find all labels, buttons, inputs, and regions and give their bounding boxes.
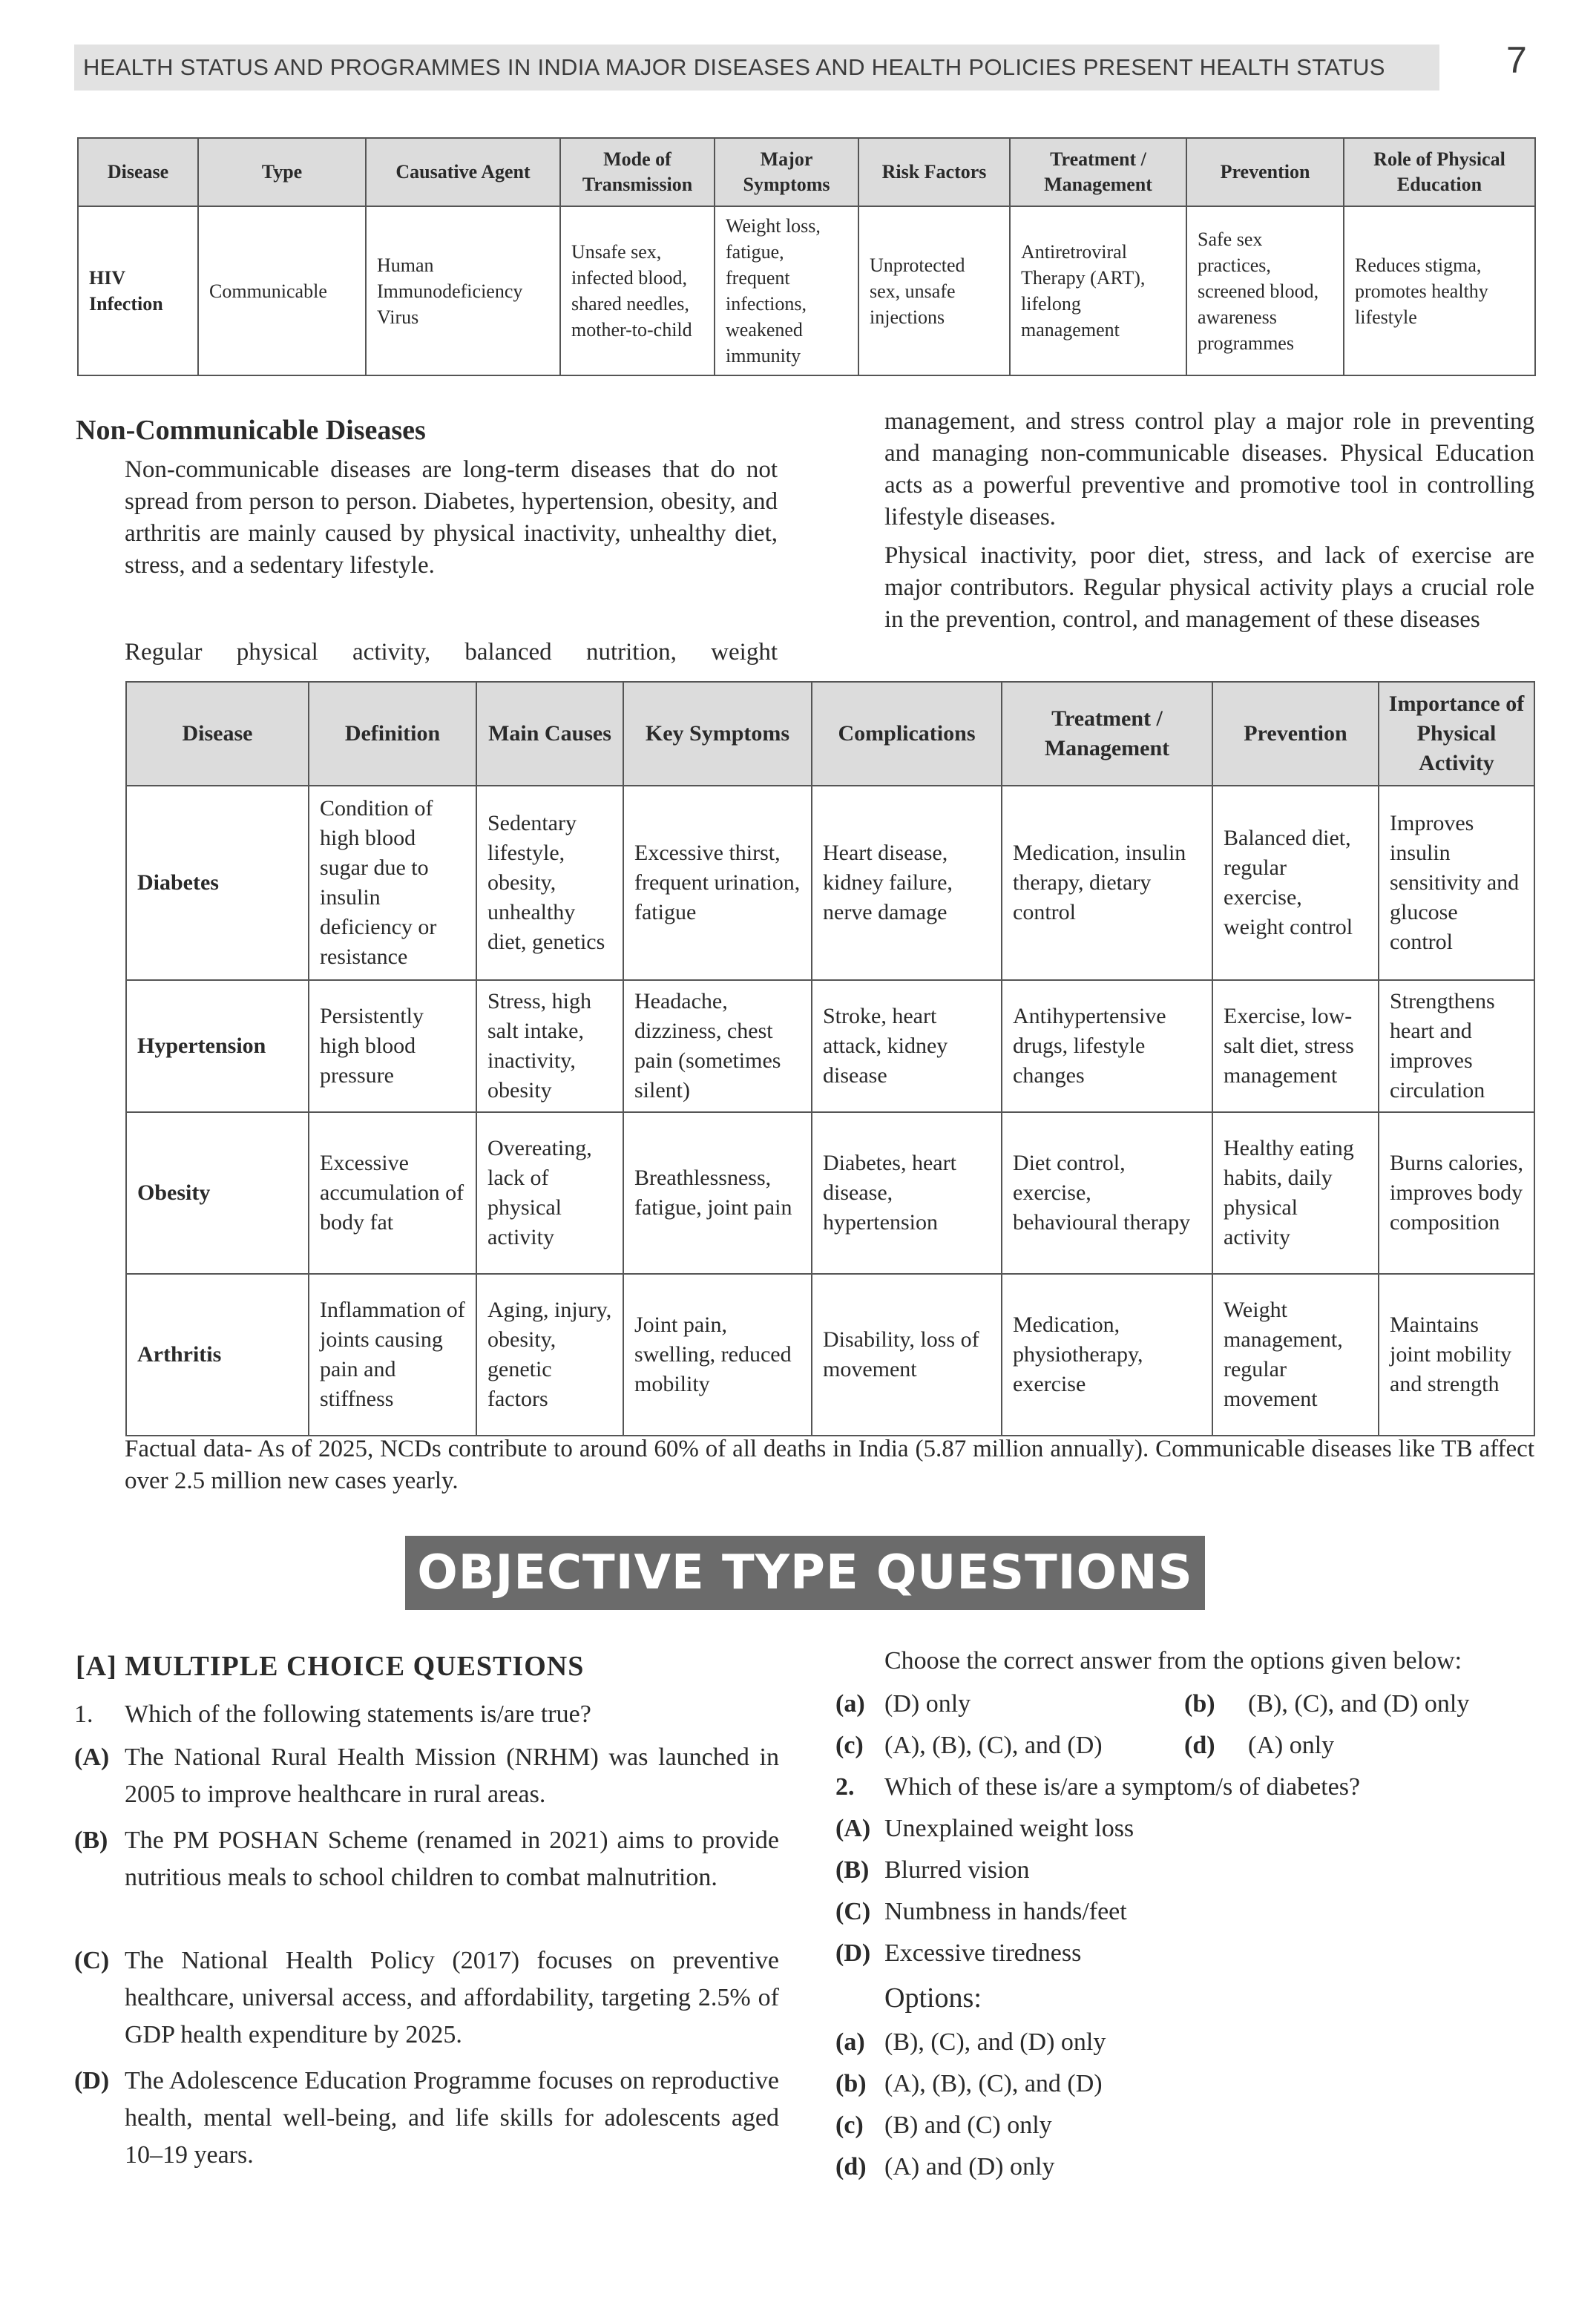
running-header: HEALTH STATUS AND PROGRAMMES IN INDIA MAJOR DISEASES AND HEALTH POLICIES PRESENT HEALTH STATUS [74, 45, 1439, 91]
option-label: (a) [835, 2028, 865, 2056]
table-cell: Communicable [198, 206, 366, 375]
answer-option[interactable] [835, 2066, 1103, 2103]
factual-note: Factual data- As of 2025, NCDs contribute to around 60% of all deaths in India (5.87 million annually). Communicable diseases like TB affect over 2.5 million new cases yearly. [125, 1436, 1534, 1494]
table-cell: Medication, physiotherapy, exercise [1002, 1274, 1212, 1436]
section-title: Non-Communicable Diseases [76, 415, 426, 446]
hiv-table [77, 137, 1536, 376]
option-label: (c) [835, 2112, 864, 2139]
question-number: 1. [74, 1700, 93, 1728]
statement-text: Excessive tiredness [884, 1939, 1082, 1967]
table-header-cell: Treatment / Management [1010, 138, 1186, 206]
table-cell: Unsafe sex, infected blood, shared needles, mother-to-child [560, 206, 715, 375]
table-row [126, 786, 1534, 980]
ncd-paragraph-start-text: Regular physical activity, balanced nutrition, weight [125, 639, 778, 666]
table-cell: Excessive accumulation of body fat [309, 1112, 476, 1274]
table-cell: Improves insulin sensitivity and glucose control [1379, 786, 1534, 980]
statement [835, 1852, 1030, 1889]
table-header-cell: Main Causes [476, 682, 623, 786]
table-cell: Reduces stigma, promotes healthy lifestyle [1344, 206, 1535, 375]
question-text: Which of these is/are a symptom/s of diabetes? [884, 1773, 1361, 1801]
option-label: (c) [835, 1732, 864, 1759]
table-header-cell: Major Symptoms [715, 138, 858, 206]
table-cell: Diabetes, heart disease, hypertension [812, 1112, 1002, 1274]
page-number: 7 [1506, 39, 1527, 81]
table-cell: Joint pain, swelling, reduced mobility [623, 1274, 812, 1436]
table-cell: HIV Infection [78, 206, 198, 375]
table-cell: Sedentary lifestyle, obesity, unhealthy diet, genetics [476, 786, 623, 980]
statement-text: The National Health Policy (2017) focuses on preventive healthcare, universal access, and affordability, targeting 2.5% of GDP health expenditure by 2025. [125, 1947, 779, 2048]
ncd-paragraph-continued: management, and stress control play a major role in preventing and managing non-communicable diseases. Physical Education acts as a powerful preventive and promotive tool in controlling lifestyle diseases. [884, 408, 1534, 530]
statement-text: The National Rural Health Mission (NRHM) was launched in 2005 to improve healthcare in rural areas. [125, 1744, 779, 1808]
option-label: (a) [835, 1690, 865, 1718]
table-cell: Medication, insulin therapy, dietary control [1002, 786, 1212, 980]
table-cell: Strengthens heart and improves circulation [1379, 980, 1534, 1112]
section-banner: OBJECTIVE TYPE QUESTIONS [405, 1536, 1205, 1610]
ncd-paragraph-start [125, 637, 778, 668]
table-header-cell: Risk Factors [858, 138, 1010, 206]
table-header-cell: Role of Physical Education [1344, 138, 1535, 206]
mcq-heading: [A] MULTIPLE CHOICE QUESTIONS [76, 1651, 585, 1682]
table-header-cell: Causative Agent [366, 138, 560, 206]
statement-label: (B) [835, 1856, 870, 1884]
table-cell: Excessive thirst, frequent urination, fatigue [623, 786, 812, 980]
table-header-cell: Disease [78, 138, 198, 206]
table-header-cell: Prevention [1186, 138, 1344, 206]
table-cell: Safe sex practices, screened blood, awareness programmes [1186, 206, 1344, 375]
option-label: (d) [1184, 1732, 1215, 1759]
statement-text: Numbness in hands/feet [884, 1898, 1127, 1925]
statement-text: Unexplained weight loss [884, 1815, 1134, 1842]
options-heading: Options: [884, 1982, 982, 2014]
question-1 [74, 1696, 779, 1733]
table-header-cell: Treatment / Management [1002, 682, 1212, 786]
table-header-cell: Mode of Transmission [560, 138, 715, 206]
table-cell: Weight management, regular movement [1212, 1274, 1379, 1436]
table-header-cell: Prevention [1212, 682, 1379, 786]
option-text: (A), (B), (C), and (D) [884, 1732, 1103, 1759]
table-cell: Healthy eating habits, daily physical activity [1212, 1112, 1379, 1274]
option-text: (D) only [884, 1690, 971, 1718]
statement [835, 1935, 1082, 1972]
table-cell: Exercise, low-salt diet, stress management [1212, 980, 1379, 1112]
table-cell: Burns calories, improves body composition [1379, 1112, 1534, 1274]
ncd-paragraph: Physical inactivity, poor diet, stress, and lack of exercise are major contributors. Regular physical activity plays a crucial role in the prevention, control, and management of these diseases [884, 542, 1534, 633]
question-number: 2. [835, 1773, 855, 1801]
question-text: Which of the following statements is/are true? [125, 1700, 591, 1728]
statement [74, 2063, 779, 2174]
table-header-cell: Complications [812, 682, 1002, 786]
statement [74, 1739, 779, 1813]
option-text: (A), (B), (C), and (D) [884, 2070, 1103, 2097]
ncd-paragraph [884, 406, 1534, 533]
table-row [126, 980, 1534, 1112]
option-text: (B) and (C) only [884, 2112, 1052, 2139]
option-text: (A) and (D) only [884, 2153, 1055, 2181]
table-cell: Stroke, heart attack, kidney disease [812, 980, 1002, 1112]
table-row [126, 1112, 1534, 1274]
option-text: (B), (C), and (D) only [884, 2028, 1106, 2056]
statement-label: (D) [74, 2067, 110, 2094]
answer-option[interactable] [835, 1686, 971, 1723]
ncd-table [125, 681, 1535, 1436]
table-cell: Weight loss, fatigue, frequent infections, weakened immunity [715, 206, 858, 375]
table-cell: Balanced diet, regular exercise, weight control [1212, 786, 1379, 980]
table-cell: Maintains joint mobility and strength [1379, 1274, 1534, 1436]
table-cell: Antiretroviral Therapy (ART), lifelong management [1010, 206, 1186, 375]
table-row [126, 1274, 1534, 1436]
statement-label: (C) [74, 1947, 110, 1974]
table-cell: Condition of high blood sugar due to insulin deficiency or resistance [309, 786, 476, 980]
table-cell: Aging, injury, obesity, genetic factors [476, 1274, 623, 1436]
ncd-paragraph: Non-communicable diseases are long-term diseases that do not spread from person to person. Diabetes, hypertension, obesity, and arthritis are mainly caused by physical inactivity, unhealthy diet, stress, and a sedentary lifestyle. [125, 456, 778, 579]
statement-text: The Adolescence Education Programme focuses on reproductive health, mental well-being, and life skills for adolescents aged 10–19 years. [125, 2067, 779, 2169]
table-cell: Diabetes [126, 786, 309, 980]
table-header-cell: Type [198, 138, 366, 206]
table-header-cell: Importance of Physical Activity [1379, 682, 1534, 786]
statement [835, 1810, 1134, 1847]
table-cell: Obesity [126, 1112, 309, 1274]
table-cell: Human Immunodeficiency Virus [366, 206, 560, 375]
statement [74, 1942, 779, 2054]
answer-option[interactable] [835, 2107, 1052, 2144]
option-label: (d) [835, 2153, 867, 2181]
table-cell: Hypertension [126, 980, 309, 1112]
table-cell: Inflammation of joints causing pain and stiffness [309, 1274, 476, 1436]
table-cell: Overeating, lack of physical activity [476, 1112, 623, 1274]
option-label: (b) [835, 2070, 867, 2097]
statement [835, 1893, 1127, 1930]
statement-label: (C) [835, 1898, 871, 1925]
table-header-cell: Disease [126, 682, 309, 786]
table-header-row [78, 138, 1535, 206]
table-header-row [126, 682, 1534, 786]
statement-label: (B) [74, 1827, 108, 1854]
option-text: (A) only [1248, 1732, 1335, 1759]
table-cell: Arthritis [126, 1274, 309, 1436]
answer-option[interactable] [1184, 1686, 1470, 1723]
statement-text: Blurred vision [884, 1856, 1030, 1884]
table-header-cell: Definition [309, 682, 476, 786]
statement [74, 1822, 779, 1896]
table-row [78, 206, 1535, 375]
table-cell: Diet control, exercise, behavioural therapy [1002, 1112, 1212, 1274]
table-cell: Unprotected sex, unsafe injections [858, 206, 1010, 375]
table-cell: Antihypertensive drugs, lifestyle changes [1002, 980, 1212, 1112]
answer-option[interactable] [835, 1727, 1103, 1764]
statement-label: (A) [74, 1744, 110, 1771]
statement-label: (D) [835, 1939, 871, 1967]
question-2 [835, 1769, 1361, 1806]
table-cell: Stress, high salt intake, inactivity, obesity [476, 980, 623, 1112]
option-label: (b) [1184, 1690, 1215, 1718]
statement-text: The PM POSHAN Scheme (renamed in 2021) aims to provide nutritious meals to school children to combat malnutrition. [125, 1827, 779, 1891]
table-cell: Persistently high blood pressure [309, 980, 476, 1112]
table-cell: Breathlessness, fatigue, joint pain [623, 1112, 812, 1274]
instruction-text: Choose the correct answer from the options given below: [884, 1647, 1462, 1675]
table-cell: Headache, dizziness, chest pain (sometimes silent) [623, 980, 812, 1112]
table-cell: Disability, loss of movement [812, 1274, 1002, 1436]
answer-option[interactable] [1184, 1727, 1335, 1764]
statement-label: (A) [835, 1815, 871, 1842]
answer-option[interactable] [835, 2024, 1106, 2061]
table-cell: Heart disease, kidney failure, nerve damage [812, 786, 1002, 980]
table-header-cell: Key Symptoms [623, 682, 812, 786]
answer-option[interactable] [835, 2149, 1055, 2186]
option-text: (B), (C), and (D) only [1248, 1690, 1470, 1718]
